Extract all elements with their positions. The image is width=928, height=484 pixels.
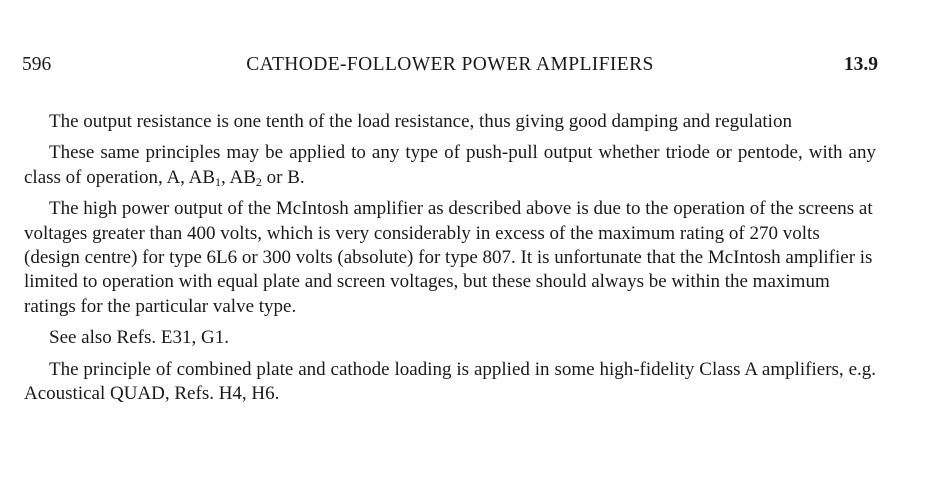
chapter-title: CATHODE-FOLLOWER POWER AMPLIFIERS [246, 54, 654, 75]
paragraph-output-resistance: The output resistance is one tenth of the load resistance, thus giving good damping and regulation [49, 111, 792, 132]
paragraph-push-pull-principles [24, 141, 876, 190]
section-number: 13.9 [843, 54, 878, 75]
paragraph-see-also: See also Refs. E31, G1. [49, 327, 229, 349]
paragraph-text-middle: , AB [221, 166, 256, 188]
paragraph-combined-loading: The principle of combined plate and cathode loading is applied in some high-fidelity Class A amplifiers, e.g. Acoustical QUAD, Refs. H4, H6. [24, 358, 876, 405]
paragraph-text-start: These same principles may be applied to any type of push-pull output whether triode or pentode, with any class of operation, A, AB [24, 142, 876, 188]
body-text [24, 110, 876, 413]
running-head [22, 52, 878, 78]
paragraph-text-end: or B. [261, 166, 305, 188]
page-number: 596 [22, 54, 52, 75]
subscript-2: 2 [255, 174, 262, 189]
paragraph-mcintosh-output: The high power output of the McIntosh amplifier as described above is due to the operation of the screens at voltages greater than 400 volts, which is very considerably in excess of the maximum rating of 270 volts (design centre) for type 6L6 or 300 volts (absolute) for type 807. It is unfortunate that the McIntosh amplifier is limited to operation with equal plate and screen voltages, but these should always be within the maximum ratings for the particular valve type. [24, 198, 873, 317]
subscript-1: 1 [215, 174, 222, 189]
